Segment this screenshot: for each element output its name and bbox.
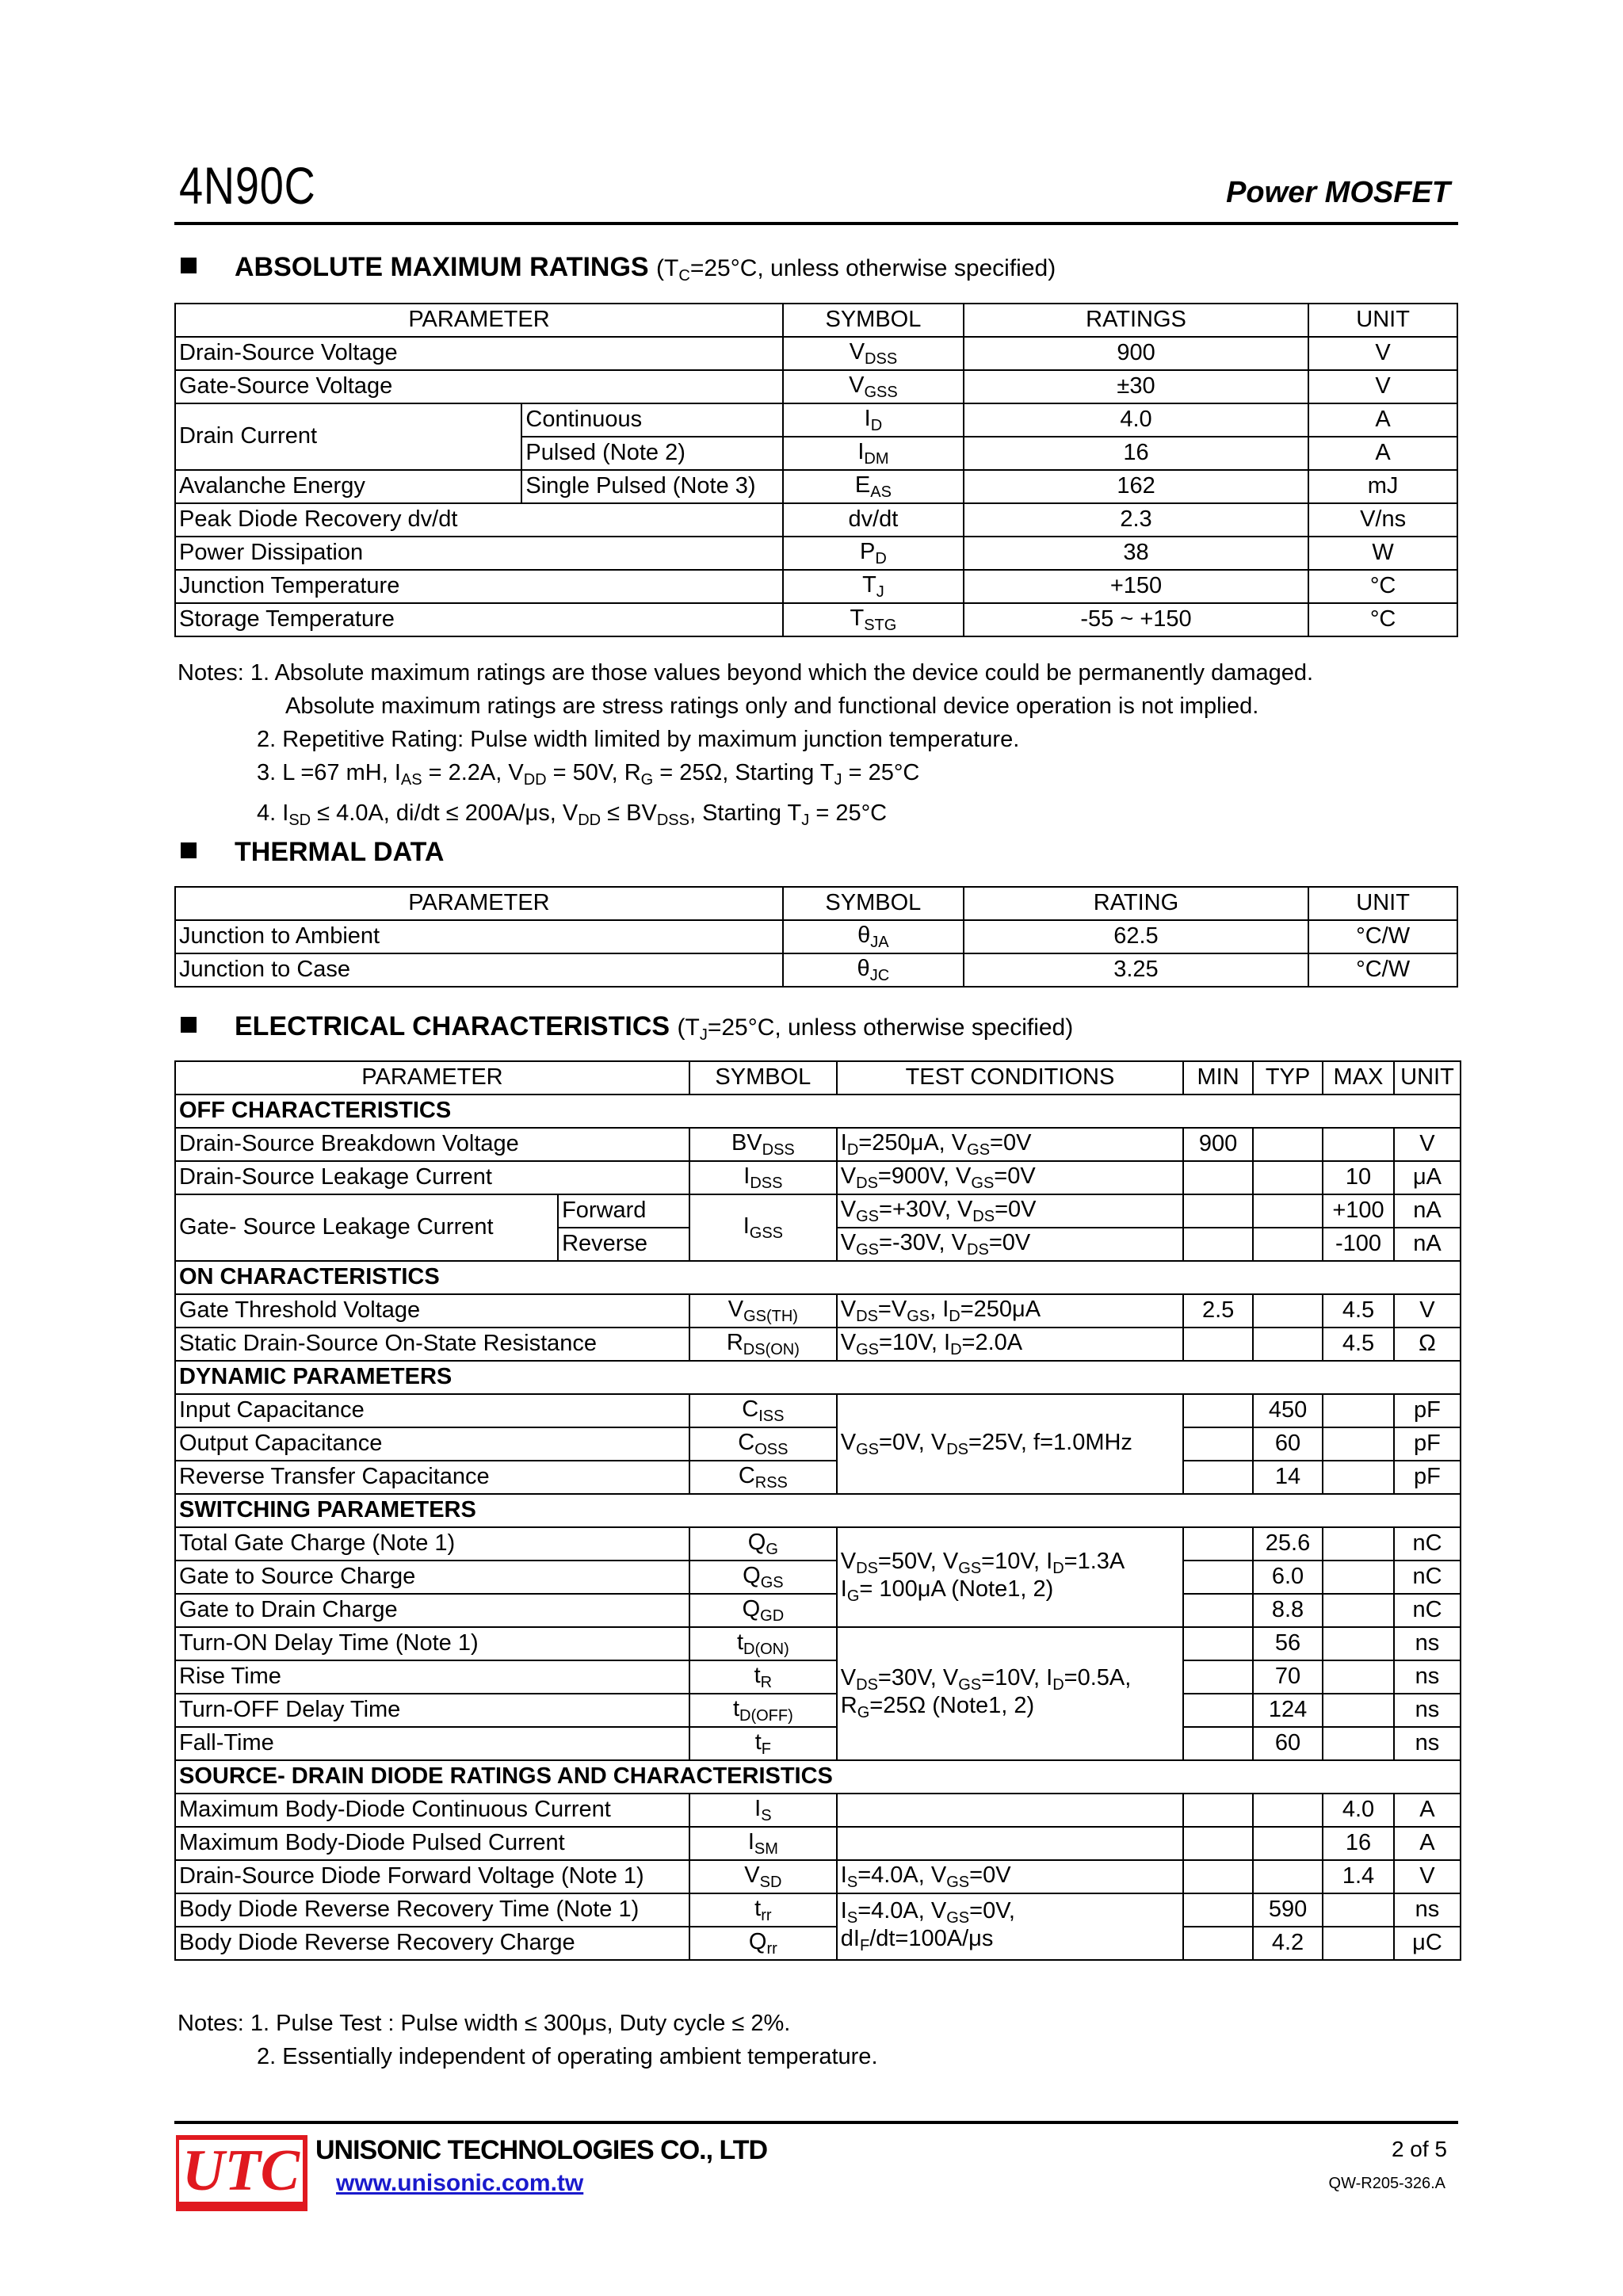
unit: ns	[1394, 1627, 1461, 1660]
typ	[1253, 1827, 1323, 1860]
note-line: Notes: 1. Absolute maximum ratings are those values beyond which the device could be permanently damaged.	[178, 660, 1314, 686]
min	[1183, 1860, 1253, 1893]
param: Total Gate Charge (Note 1)	[175, 1527, 689, 1561]
min	[1183, 1893, 1253, 1927]
max: 4.0	[1323, 1794, 1394, 1827]
col-symbol: SYMBOL	[783, 304, 964, 337]
bullet-square-icon	[181, 842, 197, 858]
max: 4.5	[1323, 1294, 1394, 1328]
unit: mJ	[1308, 470, 1457, 503]
param: Drain-Source Breakdown Voltage	[175, 1128, 689, 1161]
typ	[1253, 1194, 1323, 1228]
table-row	[175, 1893, 1461, 1927]
bullet-square-icon	[181, 1017, 197, 1033]
typ	[1253, 1294, 1323, 1328]
param: Power Dissipation	[175, 537, 783, 570]
max	[1323, 1594, 1394, 1627]
device-type: Power MOSFET	[1226, 176, 1450, 209]
symbol: $Q_{rr}$	[689, 1927, 837, 1960]
param: Drain-Source Diode Forward Voltage (Note 1)	[175, 1860, 689, 1893]
section-title: ELECTRICAL CHARACTERISTICS	[235, 1011, 670, 1041]
col-symbol: SYMBOL	[689, 1061, 837, 1095]
unit: °C	[1308, 603, 1457, 636]
table-row	[175, 920, 1457, 953]
group-row	[175, 1261, 1461, 1294]
col-unit: UNIT	[1308, 887, 1457, 920]
max	[1323, 1561, 1394, 1594]
unit: ns	[1394, 1694, 1461, 1727]
typ: 56	[1253, 1627, 1323, 1660]
param: Junction to Case	[175, 953, 783, 987]
note-line: Absolute maximum ratings are stress ratings only and functional device operation is not implied.	[285, 693, 1259, 719]
typ	[1253, 1128, 1323, 1161]
group-row	[175, 1361, 1461, 1394]
symbol: $t_{rr}$	[689, 1893, 837, 1927]
table-row	[175, 1527, 1461, 1561]
table-row	[175, 370, 1457, 403]
min: 900	[1183, 1128, 1253, 1161]
symbol: $T_J$	[783, 570, 964, 603]
table-row	[175, 1660, 1461, 1694]
section-title: ABSOLUTE MAXIMUM RATINGS	[235, 252, 649, 282]
max: +100	[1323, 1194, 1394, 1228]
min	[1183, 1228, 1253, 1261]
electrical-notes	[178, 2007, 878, 2073]
symbol: $C_{OSS}$	[689, 1427, 837, 1461]
rating: ±30	[964, 370, 1308, 403]
table-row	[175, 503, 1457, 537]
param: Gate Threshold Voltage	[175, 1294, 689, 1328]
typ: 60	[1253, 1427, 1323, 1461]
col-parameter: PARAMETER	[175, 1061, 689, 1095]
min	[1183, 1427, 1253, 1461]
rating: 900	[964, 337, 1308, 370]
sub-param: Reverse	[558, 1228, 689, 1261]
param: Avalanche Energy	[175, 470, 521, 503]
max	[1323, 1694, 1394, 1727]
page-footer	[174, 2121, 1458, 2203]
table-row	[175, 1461, 1461, 1494]
group-title: SWITCHING PARAMETERS	[175, 1494, 1461, 1527]
unit: ns	[1394, 1660, 1461, 1694]
param: Input Capacitance	[175, 1394, 689, 1427]
param: Peak Diode Recovery dv/dt	[175, 503, 783, 537]
col-symbol: SYMBOL	[783, 887, 964, 920]
typ	[1253, 1328, 1323, 1361]
typ: 25.6	[1253, 1527, 1323, 1561]
param: Fall-Time	[175, 1727, 689, 1760]
table-row	[175, 1427, 1461, 1461]
rating: -55 ~ +150	[964, 603, 1308, 636]
table-row	[175, 1294, 1461, 1328]
group-title: OFF CHARACTERISTICS	[175, 1095, 1461, 1128]
test-conditions: $V_{DS}=50V$, $V_{GS}=10V$, $I_D=1.3A$ $I_G= 100\mu A$ (Note1, 2)	[837, 1527, 1183, 1627]
symbol: $t_{D(ON)}$	[689, 1627, 837, 1660]
test-conditions	[837, 1794, 1183, 1827]
table-header-row	[175, 887, 1457, 920]
unit: V	[1394, 1860, 1461, 1893]
typ: 4.2	[1253, 1927, 1323, 1960]
test-conditions: $V_{GS}=10V$, $I_D=2.0A$	[837, 1328, 1183, 1361]
typ: 590	[1253, 1893, 1323, 1927]
max	[1323, 1128, 1394, 1161]
test-conditions	[837, 1827, 1183, 1860]
max: -100	[1323, 1228, 1394, 1261]
sub-param: Continuous	[521, 403, 783, 437]
section-thermal	[181, 837, 444, 868]
symbol: $T_{STG}$	[783, 603, 964, 636]
group-title: DYNAMIC PARAMETERS	[175, 1361, 1461, 1394]
param: Gate- Source Leakage Current	[175, 1194, 558, 1261]
max	[1323, 1627, 1394, 1660]
min	[1183, 1394, 1253, 1427]
typ	[1253, 1860, 1323, 1893]
page-header	[174, 155, 1458, 225]
section-title: THERMAL DATA	[235, 837, 445, 867]
min	[1183, 1694, 1253, 1727]
min	[1183, 1561, 1253, 1594]
unit: V	[1308, 337, 1457, 370]
group-title: SOURCE- DRAIN DIODE RATINGS AND CHARACTERISTICS	[175, 1760, 1461, 1794]
unit: A	[1394, 1827, 1461, 1860]
symbol: $Q_{GD}$	[689, 1594, 837, 1627]
rating: +150	[964, 570, 1308, 603]
table-header-row	[175, 1061, 1461, 1095]
test-conditions: $I_S=4.0A$, $V_{GS}=0V$, $dI_F/dt=100A/\mu s$	[837, 1893, 1183, 1960]
sub-param: Single Pulsed (Note 3)	[521, 470, 783, 503]
part-number: 4N90C	[179, 156, 316, 215]
min	[1183, 1461, 1253, 1494]
page-number: 2 of 5	[1391, 2137, 1447, 2161]
symbol: $Q_{GS}$	[689, 1561, 837, 1594]
max	[1323, 1527, 1394, 1561]
max: 16	[1323, 1827, 1394, 1860]
sub-param: Forward	[558, 1194, 689, 1228]
param: Gate-Source Voltage	[175, 370, 783, 403]
typ	[1253, 1228, 1323, 1261]
table-row	[175, 337, 1457, 370]
min	[1183, 1827, 1253, 1860]
symbol: $I_{DSS}$	[689, 1161, 837, 1194]
unit: pF	[1394, 1394, 1461, 1427]
group-row	[175, 1095, 1461, 1128]
note-line: 4. $I_{SD} \le 4.0A$, di/dt ≤ 200A/μs, $V_{DD} \le BV_{DSS}$, Starting $T_J = 25^\circ C$	[257, 800, 888, 829]
symbol: $\theta_{JC}$	[783, 953, 964, 987]
unit: Ω	[1394, 1328, 1461, 1361]
typ: 6.0	[1253, 1561, 1323, 1594]
col-test-conditions: TEST CONDITIONS	[837, 1061, 1183, 1095]
max	[1323, 1727, 1394, 1760]
param: Static Drain-Source On-State Resistance	[175, 1328, 689, 1361]
param: Body Diode Reverse Recovery Charge	[175, 1927, 689, 1960]
param: Turn-OFF Delay Time	[175, 1694, 689, 1727]
table-row	[175, 1394, 1461, 1427]
table-row	[175, 570, 1457, 603]
min	[1183, 1794, 1253, 1827]
unit: V	[1394, 1294, 1461, 1328]
param: Turn-ON Delay Time (Note 1)	[175, 1627, 689, 1660]
typ	[1253, 1794, 1323, 1827]
table-row	[175, 537, 1457, 570]
col-parameter: PARAMETER	[175, 304, 783, 337]
min	[1183, 1194, 1253, 1228]
min	[1183, 1627, 1253, 1660]
unit: A	[1308, 437, 1457, 470]
param: Junction Temperature	[175, 570, 783, 603]
rating: 4.0	[964, 403, 1308, 437]
sub-param: Pulsed (Note 2)	[521, 437, 783, 470]
max: 1.4	[1323, 1860, 1394, 1893]
param: Maximum Body-Diode Continuous Current	[175, 1794, 689, 1827]
col-typ: TYP	[1253, 1061, 1323, 1095]
unit: V	[1394, 1128, 1461, 1161]
symbol: $V_{DSS}$	[783, 337, 964, 370]
note-line: 2. Essentially independent of operating ambient temperature.	[257, 2044, 878, 2069]
test-conditions: $V_{DS}=V_{GS}$, $I_D=250\mu A$	[837, 1294, 1183, 1328]
symbol: $I_{DM}$	[783, 437, 964, 470]
symbol: $V_{SD}$	[689, 1860, 837, 1893]
symbol: $C_{ISS}$	[689, 1394, 837, 1427]
table-row	[175, 1594, 1461, 1627]
bullet-square-icon	[181, 258, 197, 273]
typ: 60	[1253, 1727, 1323, 1760]
table-row	[175, 1161, 1461, 1194]
rating: 62.5	[964, 920, 1308, 953]
symbol: $t_{D(OFF)}$	[689, 1694, 837, 1727]
col-parameter: PARAMETER	[175, 887, 783, 920]
unit: V	[1308, 370, 1457, 403]
symbol: $I_S$	[689, 1794, 837, 1827]
table-row	[175, 1727, 1461, 1760]
min	[1183, 1927, 1253, 1960]
symbol: $Q_G$	[689, 1527, 837, 1561]
table-row	[175, 1128, 1461, 1161]
section-abs-max	[181, 252, 1056, 285]
max: 4.5	[1323, 1328, 1394, 1361]
symbol: dv/dt	[783, 503, 964, 537]
unit: pF	[1394, 1461, 1461, 1494]
param: Junction to Ambient	[175, 920, 783, 953]
col-ratings: RATINGS	[964, 304, 1308, 337]
max	[1323, 1893, 1394, 1927]
thermal-table	[174, 886, 1458, 988]
rating: 38	[964, 537, 1308, 570]
param: Drain-Source Voltage	[175, 337, 783, 370]
min	[1183, 1660, 1253, 1694]
symbol: $C_{RSS}$	[689, 1461, 837, 1494]
table-row	[175, 1194, 1461, 1228]
max	[1323, 1394, 1394, 1427]
symbol: $I_{GSS}$	[689, 1194, 837, 1261]
group-row	[175, 1760, 1461, 1794]
typ: 70	[1253, 1660, 1323, 1694]
table-row	[175, 403, 1457, 437]
param: Drain-Source Leakage Current	[175, 1161, 689, 1194]
max	[1323, 1660, 1394, 1694]
unit: ns	[1394, 1727, 1461, 1760]
min	[1183, 1527, 1253, 1561]
param: Gate to Source Charge	[175, 1561, 689, 1594]
unit: pF	[1394, 1427, 1461, 1461]
symbol: $R_{DS(ON)}$	[689, 1328, 837, 1361]
min	[1183, 1727, 1253, 1760]
table-row	[175, 1627, 1461, 1660]
col-min: MIN	[1183, 1061, 1253, 1095]
symbol: $\theta_{JA}$	[783, 920, 964, 953]
test-conditions: $V_{GS}=0V$, $V_{DS}=25V$, f=1.0MHz	[837, 1394, 1183, 1494]
typ: 14	[1253, 1461, 1323, 1494]
table-row	[175, 1927, 1461, 1960]
symbol: $V_{GSS}$	[783, 370, 964, 403]
table-row	[175, 1328, 1461, 1361]
table-row	[175, 603, 1457, 636]
unit: μA	[1394, 1161, 1461, 1194]
unit: ns	[1394, 1893, 1461, 1927]
test-conditions: $I_D=250\mu A$, $V_{GS}=0V$	[837, 1128, 1183, 1161]
symbol: $t_R$	[689, 1660, 837, 1694]
document-number: QW-R205-326.A	[1328, 2175, 1445, 2192]
abs-max-notes	[178, 656, 1313, 837]
test-conditions: $V_{GS}=+30V$, $V_{DS}=0V$	[837, 1194, 1183, 1228]
col-unit: UNIT	[1394, 1061, 1461, 1095]
col-rating: RATING	[964, 887, 1308, 920]
table-row	[175, 1794, 1461, 1827]
note-line: 3. L =67 mH, $I_{AS} = 2.2A$, $V_{DD} = 50V$, $R_G = 25\Omega$, Starting $T_J = 25^\circ C$	[257, 760, 920, 789]
param: Maximum Body-Diode Pulsed Current	[175, 1827, 689, 1860]
min	[1183, 1161, 1253, 1194]
utc-logo: UTC	[176, 2135, 307, 2211]
min: 2.5	[1183, 1294, 1253, 1328]
min	[1183, 1594, 1253, 1627]
unit: °C	[1308, 570, 1457, 603]
table-row	[175, 953, 1457, 987]
max: 10	[1323, 1161, 1394, 1194]
max	[1323, 1427, 1394, 1461]
unit: W	[1308, 537, 1457, 570]
symbol: $E_{AS}$	[783, 470, 964, 503]
table-row	[175, 1561, 1461, 1594]
symbol: $BV_{DSS}$	[689, 1128, 837, 1161]
group-row	[175, 1494, 1461, 1527]
symbol: $P_D$	[783, 537, 964, 570]
unit: nA	[1394, 1194, 1461, 1228]
unit: V/ns	[1308, 503, 1457, 537]
unit: nC	[1394, 1527, 1461, 1561]
param: Output Capacitance	[175, 1427, 689, 1461]
section-electrical	[181, 1011, 1073, 1045]
electrical-table	[174, 1060, 1461, 1961]
test-conditions: $V_{GS}=-30V$, $V_{DS}=0V$	[837, 1228, 1183, 1261]
unit: μC	[1394, 1927, 1461, 1960]
unit: A	[1308, 403, 1457, 437]
company-name: UNISONIC TECHNOLOGIES CO., LTD	[315, 2135, 768, 2165]
symbol: $V_{GS(TH)}$	[689, 1294, 837, 1328]
section-condition: ($T_C=25^\circ C$, unless otherwise specified)	[656, 255, 1056, 285]
abs-max-table	[174, 303, 1458, 637]
rating: 2.3	[964, 503, 1308, 537]
note-line: 2. Repetitive Rating: Pulse width limited by maximum junction temperature.	[257, 727, 1020, 752]
typ: 8.8	[1253, 1594, 1323, 1627]
rating: 16	[964, 437, 1308, 470]
unit: °C/W	[1308, 920, 1457, 953]
param: Reverse Transfer Capacitance	[175, 1461, 689, 1494]
table-row	[175, 470, 1457, 503]
col-unit: UNIT	[1308, 304, 1457, 337]
table-row	[175, 1827, 1461, 1860]
unit: nA	[1394, 1228, 1461, 1261]
test-conditions: $V_{DS}=900V$, $V_{GS}=0V$	[837, 1161, 1183, 1194]
group-title: ON CHARACTERISTICS	[175, 1261, 1461, 1294]
symbol: $I_{SM}$	[689, 1827, 837, 1860]
test-conditions: $I_S=4.0A$, $V_{GS}=0V$	[837, 1860, 1183, 1893]
max	[1323, 1927, 1394, 1960]
table-row	[175, 1694, 1461, 1727]
param: Rise Time	[175, 1660, 689, 1694]
table-row	[175, 1860, 1461, 1893]
col-max: MAX	[1323, 1061, 1394, 1095]
max	[1323, 1461, 1394, 1494]
test-conditions: $V_{DS}=30V$, $V_{GS}=10V$, $I_D=0.5A$, $R_G=25\Omega$ (Note1, 2)	[837, 1627, 1183, 1760]
unit: °C/W	[1308, 953, 1457, 987]
unit: nC	[1394, 1561, 1461, 1594]
symbol: $t_F$	[689, 1727, 837, 1760]
unit: nC	[1394, 1594, 1461, 1627]
table-header-row	[175, 304, 1457, 337]
company-website-link[interactable]: www.unisonic.com.tw	[336, 2170, 584, 2196]
rating: 162	[964, 470, 1308, 503]
typ: 450	[1253, 1394, 1323, 1427]
param: Storage Temperature	[175, 603, 783, 636]
unit: A	[1394, 1794, 1461, 1827]
symbol: $I_D$	[783, 403, 964, 437]
typ: 124	[1253, 1694, 1323, 1727]
param: Drain Current	[175, 403, 521, 470]
param: Body Diode Reverse Recovery Time (Note 1)	[175, 1893, 689, 1927]
note-line: Notes: 1. Pulse Test : Pulse width ≤ 300μs, Duty cycle ≤ 2%.	[178, 2011, 791, 2036]
typ	[1253, 1161, 1323, 1194]
rating: 3.25	[964, 953, 1308, 987]
param: Gate to Drain Charge	[175, 1594, 689, 1627]
section-condition: ($T_J=25^\circ C$, unless otherwise specified)	[677, 1014, 1074, 1044]
min	[1183, 1328, 1253, 1361]
